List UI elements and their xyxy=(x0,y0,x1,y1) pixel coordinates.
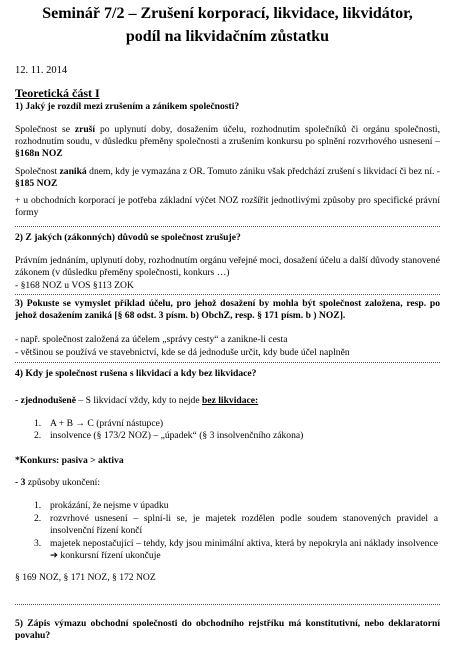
question-4: 4) Kdy je společnost rušena s likvidací a kdy bez likvidace? xyxy=(15,368,257,379)
section-heading: Teoretická část I xyxy=(15,86,100,100)
q4-simplified-label: - zjednodušeně xyxy=(15,395,77,406)
q1-p1-ref: §168n NOZ xyxy=(15,148,63,159)
q1-paragraph-3: + u obchodních korporací je potřeba základní výčet NOZ rozšířit jednotlivými způsoby pro specifické právní formy xyxy=(15,195,440,218)
list-item xyxy=(34,513,438,537)
q1-p1-text-c: po uplynutí doby, dosažením účelu, rozhodnutím společníků či orgánu společnosti, rozhodnutím soudu, v důsledku přeměny společnosti a zrušením konkursu po splnění rozvrhového usnesení – xyxy=(15,124,440,147)
q4-simplified xyxy=(15,395,440,407)
q1-p2-ref: §185 NOZ xyxy=(15,178,58,189)
document-date: 12. 11. 2014 xyxy=(15,65,68,76)
list-item xyxy=(34,418,438,430)
list-item-text: rozvrhové usnesení – splní-li se, je majetek rozdělen podle soudem stanovených pravidel a insolvenční řízení končí xyxy=(50,513,438,536)
question-3: 3) Pokuste se vymyslet příklad účelu, pro jehož dosažení by mohla být společnost založena, resp. po jehož dosažením zaniká [§ 68 odst. 3 písm. b) ObchZ, resp. § 171 písm. b ) NOZ]. xyxy=(15,298,440,321)
question-1: 1) Jaký je rozdíl mezi zrušením a zánikem společnosti? xyxy=(15,101,240,112)
list-item-number: 1. xyxy=(34,500,42,511)
question-5: 5) Zápis výmazu obchodní společnosti do obchodního rejstříku má konstitutivní, nebo deklaratorní povahu? xyxy=(15,618,440,641)
question-2: 2) Z jakých (zákonných) důvodů se společnost zrušuje? xyxy=(15,232,241,243)
q4-list-2 xyxy=(34,500,438,562)
document-title-line-2: podíl na likvidačním zůstatku xyxy=(125,28,330,45)
q3-paragraph-1: - např. společnost založená za účelem „správy cesty“ a zanikne-li cesta xyxy=(15,334,288,345)
q4-simplified-bez-likvidace: bez likvidace: xyxy=(201,395,259,406)
list-item-number: 2. xyxy=(34,513,42,524)
list-item-text: insolvence (§ 173/2 NOZ) – „úpadek“ (§ 3 insolvenčního zákona) xyxy=(50,430,304,441)
document-title-line-1: Seminář 7/2 – Zrušení korporací, likvidace, likvidátor, xyxy=(42,5,413,22)
dotted-separator xyxy=(15,604,440,605)
q1-paragraph-2 xyxy=(15,166,440,190)
termination-ways-count: - 3 xyxy=(15,477,26,488)
legal-references: § 169 NOZ, § 171 NOZ, § 172 NOZ xyxy=(15,572,156,583)
q4-simplified-text: – S likvidací vždy, kdy to nejde xyxy=(76,395,202,406)
list-item-text: A + B → C (právní nástupce) xyxy=(50,418,164,429)
q3-paragraph-2: - většinou se používá ve stavebnictví, kde se dá jednoduše určit, kdy bude účel naplněn xyxy=(15,347,350,358)
list-item-number: 1. xyxy=(34,418,42,429)
list-item-text: prokázání, že nejsme v úpadku xyxy=(50,500,169,511)
q4-list-1 xyxy=(34,418,438,442)
konkurs-note: *Konkurs: pasiva > aktiva xyxy=(15,455,124,466)
q1-p1-text-a: Společnost se xyxy=(15,124,75,135)
q1-p2-text-c: dnem, kdy je vymazána z OR. Tomuto zániku však předchází zrušení s likvidací či bez ní. - xyxy=(86,166,440,177)
q1-paragraph-1 xyxy=(15,124,440,160)
q1-p2-bold-zanika: zaniká xyxy=(59,166,87,177)
termination-ways xyxy=(15,477,440,489)
list-item-number: 3. xyxy=(34,538,42,549)
list-item-number: 2. xyxy=(34,430,42,441)
list-item xyxy=(34,538,438,562)
q2-paragraph-2: - §168 NOZ u VOS §113 ZOK xyxy=(15,280,134,291)
q1-p1-bold-zrusi: zruší xyxy=(74,124,96,135)
termination-ways-text: způsoby ukončení: xyxy=(25,477,100,488)
dotted-separator xyxy=(15,294,440,295)
q2-paragraph-1: Právním jednáním, uplynutí doby, rozhodnutím orgánu veřejné moci, dosažení účelu a další důvody stanovené zákonem (v důsledku přeměny společnosti, konkurs …) xyxy=(15,255,440,278)
dotted-separator xyxy=(15,362,440,363)
list-item xyxy=(34,430,438,442)
list-item-text: majetek nepostačující – tehdy, kdy jsou minimální aktiva, která by nepokryla ani náklady insolvence ➔ konkursní řízení ukončuje xyxy=(50,538,438,561)
list-item xyxy=(34,500,438,512)
q1-p2-text-a: Společnost xyxy=(15,166,60,177)
dotted-separator xyxy=(15,226,440,227)
